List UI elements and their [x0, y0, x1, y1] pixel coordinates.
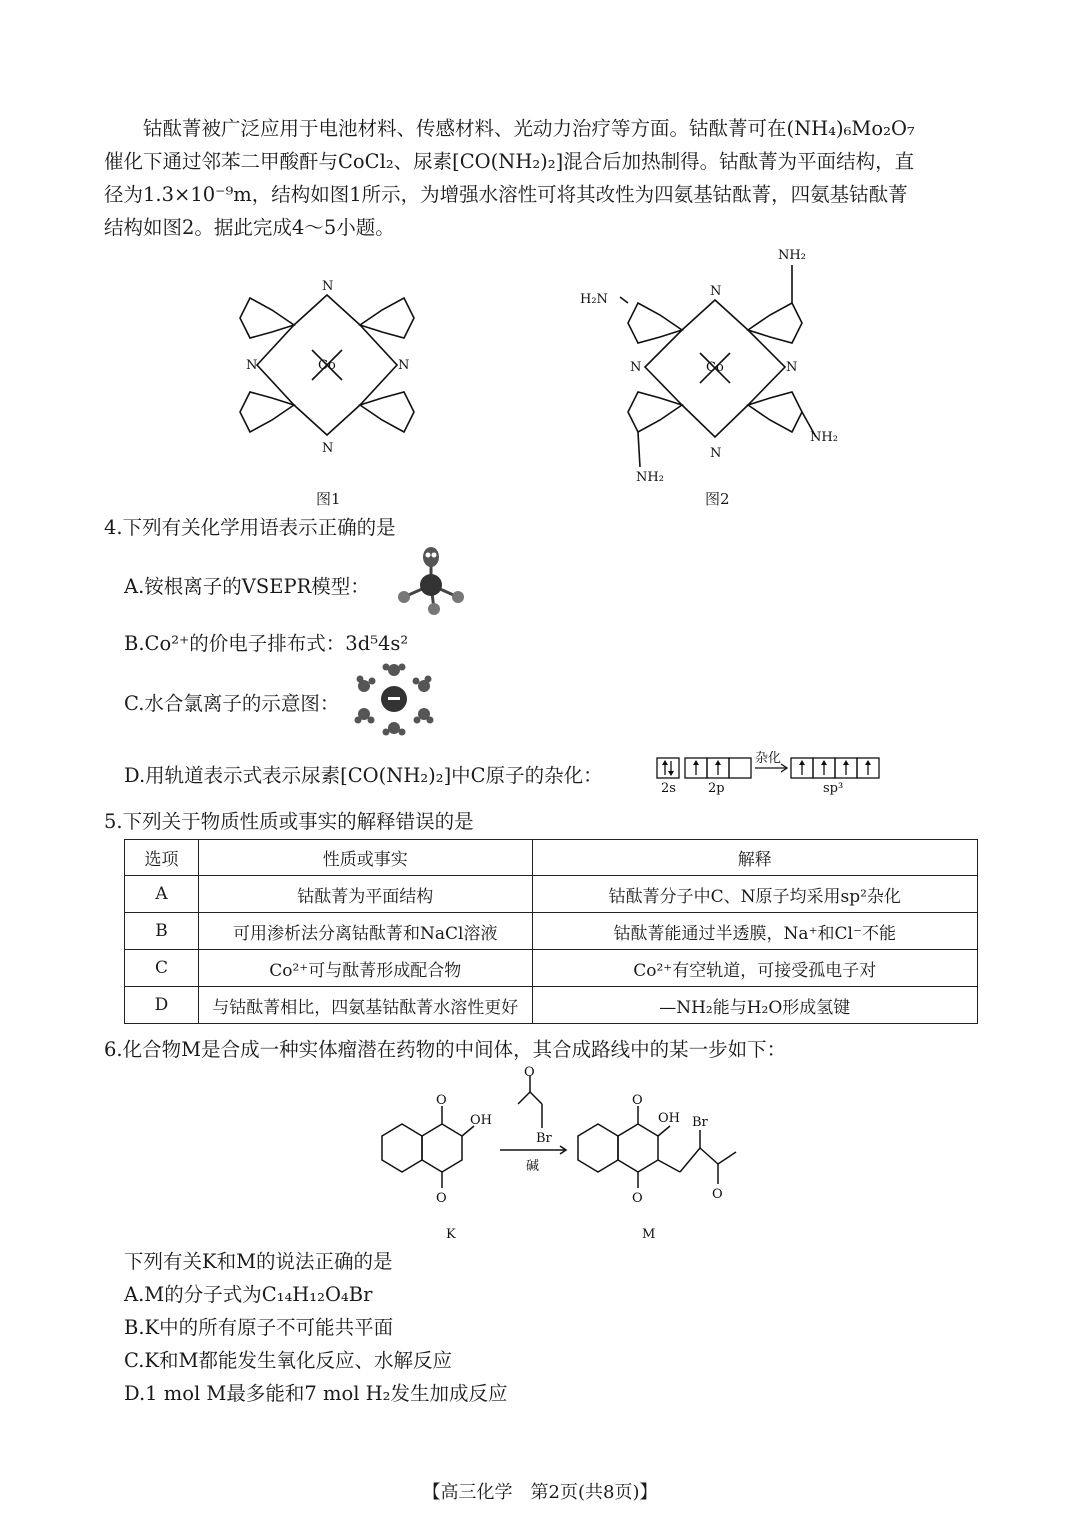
- figure-2-tetraamino-cobalt-phthalocyanine: [580, 245, 850, 485]
- table-cell: B: [125, 913, 199, 950]
- intro-line-3: 径为1.3×10⁻⁹m，结构如图1所示，为增强水溶性可将其改性为四氨基钴酞菁，四氨基钴酞菁: [104, 183, 908, 206]
- table-row: [125, 950, 978, 987]
- table-row: [125, 876, 978, 913]
- fig2-n-right: N: [786, 360, 798, 375]
- reagent-br: Br: [536, 1131, 552, 1146]
- q6-option-b: B.K中的所有原子不可能共平面: [124, 1316, 394, 1339]
- q6-option-c: C.K和M都能发生氧化反应、水解反应: [124, 1349, 452, 1372]
- label-k: K: [446, 1227, 456, 1242]
- figure-1-caption: 图1: [316, 490, 341, 508]
- fig1-n-left: N: [246, 358, 258, 373]
- table-header-row: [125, 840, 978, 876]
- figure-1-cobalt-phthalocyanine: [232, 270, 422, 460]
- q6-sub-stem: 下列有关K和M的说法正确的是: [124, 1250, 393, 1273]
- q4-option-a-text: A.铵根离子的VSEPR模型：: [124, 575, 370, 598]
- fig1-n-top: N: [322, 279, 334, 294]
- q6-option-d: D.1 mol M最多能和7 mol H₂发生加成反应: [124, 1382, 508, 1405]
- k-carbonyl-o-bottom: O: [436, 1191, 447, 1206]
- m-carbonyl-o-top: O: [632, 1093, 643, 1108]
- figure-2-caption: 图2: [705, 490, 730, 508]
- reagent-o: O: [524, 1065, 535, 1080]
- hydrated-chloride-ion-image: [352, 662, 436, 736]
- table-cell: Co²⁺有空轨道，可接受孤电子对: [532, 950, 977, 987]
- question-6-stem: 6.化合物M是合成一种实体瘤潜在药物的中间体，其合成路线中的某一步如下：: [104, 1038, 787, 1061]
- table-header: 性质或事实: [198, 840, 532, 876]
- m-carbonyl-o-bottom: O: [632, 1191, 643, 1206]
- fig2-nh2-right: NH₂: [810, 430, 838, 445]
- table-cell: 钴酞菁为平面结构: [198, 876, 532, 913]
- question-5-table: [124, 839, 978, 1024]
- intro-paragraph: [104, 112, 982, 244]
- fig2-nh2-top: NH₂: [778, 248, 806, 263]
- q4-option-c-text: C.水合氯离子的示意图：: [124, 692, 340, 715]
- label-m: M: [642, 1227, 656, 1242]
- urea-carbon-orbital-diagram: [655, 750, 885, 796]
- orbital-arrow-label: 杂化: [755, 751, 782, 766]
- q4-option-a: [124, 571, 370, 599]
- table-cell: —NH₂能与H₂O形成氢键: [532, 987, 977, 1024]
- q4-option-b: B.Co²⁺的价电子排布式：3d⁵4s²: [124, 632, 409, 655]
- question-4-stem: 4.下列有关化学用语表示正确的是: [104, 516, 396, 539]
- table-row: [125, 913, 978, 950]
- k-carbonyl-o-top: O: [436, 1093, 447, 1108]
- intro-line-1: 钴酞菁被广泛应用于电池材料、传感材料、光动力治疗等方面。钴酞菁可在(NH₄)₆Mo₂O₇: [143, 117, 915, 140]
- reaction-scheme-k-to-m: [370, 1064, 750, 1244]
- table-header: 解释: [532, 840, 977, 876]
- fig1-n-bottom: N: [322, 441, 334, 456]
- fig2-nh2-bottom: NH₂: [636, 470, 664, 485]
- table-cell: C: [125, 950, 199, 987]
- question-5-stem: 5.下列关于物质性质或事实的解释错误的是: [104, 810, 474, 833]
- m-br: Br: [692, 1115, 708, 1130]
- table-cell: D: [125, 987, 199, 1024]
- table-cell: 钴酞菁分子中C、N原子均采用sp²杂化: [532, 876, 977, 913]
- intro-line-2: 催化下通过邻苯二甲酸酐与CoCl₂、尿素[CO(NH₂)₂]混合后加热制得。钴酞菁为平面结构，直: [104, 150, 915, 173]
- fig2-nh2-left: H₂N: [580, 292, 608, 307]
- fig2-n-left: N: [630, 360, 642, 375]
- reaction-condition: 碱: [526, 1159, 540, 1174]
- fig1-n-right: N: [398, 358, 410, 373]
- table-row: [125, 987, 978, 1024]
- m-hydroxyl: OH: [658, 1111, 680, 1126]
- table-cell: 可用渗析法分离钴酞菁和NaCl溶液: [198, 913, 532, 950]
- table-cell: Co²⁺可与酞菁形成配合物: [198, 950, 532, 987]
- table-header: 选项: [125, 840, 199, 876]
- intro-line-4: 结构如图2。据此完成4～5小题。: [104, 216, 395, 239]
- ammonium-vsepr-model-image: [392, 545, 470, 617]
- m-ketone-o: O: [712, 1187, 723, 1202]
- page-footer: 【高三化学 第2页(共8页)】: [422, 1482, 658, 1503]
- q6-option-a: A.M的分子式为C₁₄H₁₂O₄Br: [124, 1283, 373, 1306]
- table-cell: A: [125, 876, 199, 913]
- fig2-n-bottom: N: [710, 446, 722, 461]
- q4-option-d: D.用轨道表示式表示尿素[CO(NH₂)₂]中C原子的杂化：: [124, 764, 603, 787]
- q4-option-c: [124, 688, 339, 716]
- fig2-co-atom: Co: [706, 360, 724, 375]
- table-cell: 与钴酞菁相比，四氨基钴酞菁水溶性更好: [198, 987, 532, 1024]
- k-hydroxyl: OH: [470, 1113, 492, 1128]
- orbital-label-sp3: sp³: [823, 781, 844, 796]
- fig1-co-atom: Co: [318, 358, 336, 373]
- table-cell: 钴酞菁能通过半透膜，Na⁺和Cl⁻不能: [532, 913, 977, 950]
- fig2-n-top: N: [710, 284, 722, 299]
- orbital-label-2s: 2s: [661, 781, 676, 796]
- orbital-label-2p: 2p: [708, 781, 725, 796]
